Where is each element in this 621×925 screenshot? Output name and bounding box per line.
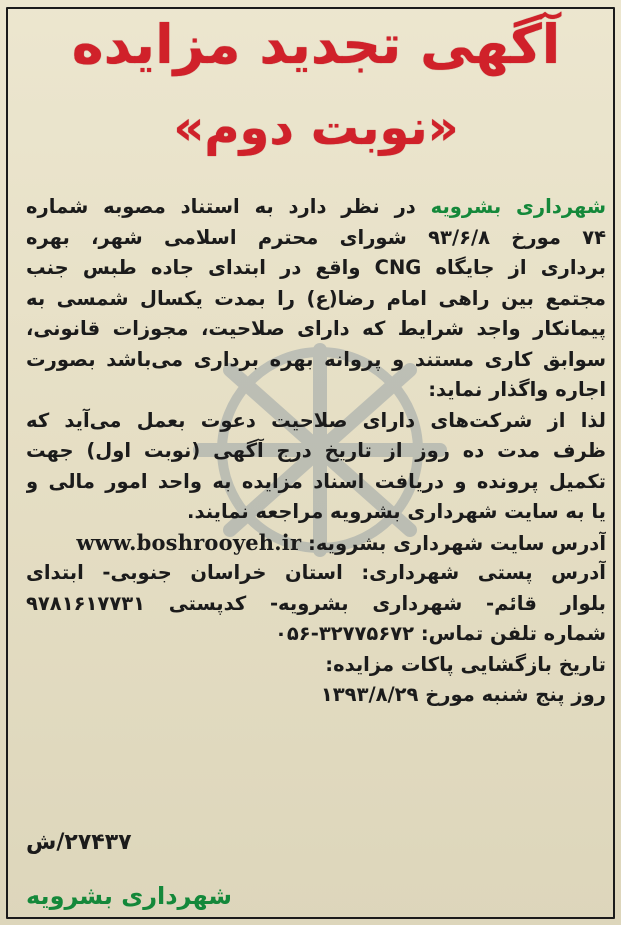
body-line-4: مجتمع بین راهی امام رضا(ع) را بمدت یکسال شمسی به	[26, 286, 606, 310]
phone-line: شماره تلفن تماس: ۳۲۷۷۵۶۷۲-۰۵۶	[275, 622, 606, 645]
notice-content	[26, 12, 606, 910]
website-label: آدرس سایت شهرداری بشرویه:	[308, 531, 606, 555]
website-url[interactable]: www.boshrooyeh.ir	[76, 529, 302, 555]
body-line-2: ۷۴ مورخ ۹۳/۶/۸ شورای محترم اسلامی شهر، بهره	[26, 225, 606, 249]
body-line-11: یا به سایت شهرداری بشرویه مراجعه نمایند.	[187, 500, 606, 523]
body-line-6: سوابق کاری مستند و پروانه بهره برداری می‌باشد بصورت	[26, 347, 606, 371]
body-line-1-text: در نظر دارد به استناد مصوبه شماره	[26, 195, 431, 218]
notice-body	[26, 192, 606, 711]
lead-organization: شهرداری بشرویه	[430, 195, 606, 218]
body-line-5: پیمانکار واجد شرایط که دارای صلاحیت، مجوزات قانونی،	[26, 317, 606, 340]
notice-title: آگهی تجدید مزایده	[71, 13, 561, 76]
notice-round: «نوبت دوم»	[173, 100, 459, 156]
body-line-10: تکمیل پرونده و دریافت اسناد مزایده به واحد امور مالی و	[26, 469, 606, 493]
body-line-3: برداری از جایگاه CNG واقع در ابتدای جاده طبس جنب	[26, 256, 606, 279]
address-line-2: بلوار قائم- شهرداری بشرویه- کدپستی ۹۷۸۱۶۱۷۷۳۱	[26, 591, 606, 615]
body-line-1	[26, 192, 606, 223]
signature-organization: شهرداری بشرویه	[26, 882, 232, 910]
reference-number: ۲۷۴۳۷/ش	[26, 830, 132, 855]
opening-date: روز پنج شنبه مورخ ۱۳۹۳/۸/۲۹	[320, 683, 606, 706]
website-line	[26, 528, 606, 559]
address-line-1: آدرس پستی شهرداری: استان خراسان جنوبی- ابتدای	[26, 561, 606, 584]
opening-label: تاریخ بازگشایی پاکات مزایده:	[325, 652, 606, 676]
body-line-8: لذا از شرکت‌های دارای صلاحیت دعوت بعمل می‌آید که	[26, 408, 606, 432]
body-line-7: اجاره واگذار نماید:	[428, 378, 606, 401]
body-line-9: ظرف مدت ده روز از تاریخ درج آگهی (نوبت اول) جهت	[26, 439, 606, 462]
